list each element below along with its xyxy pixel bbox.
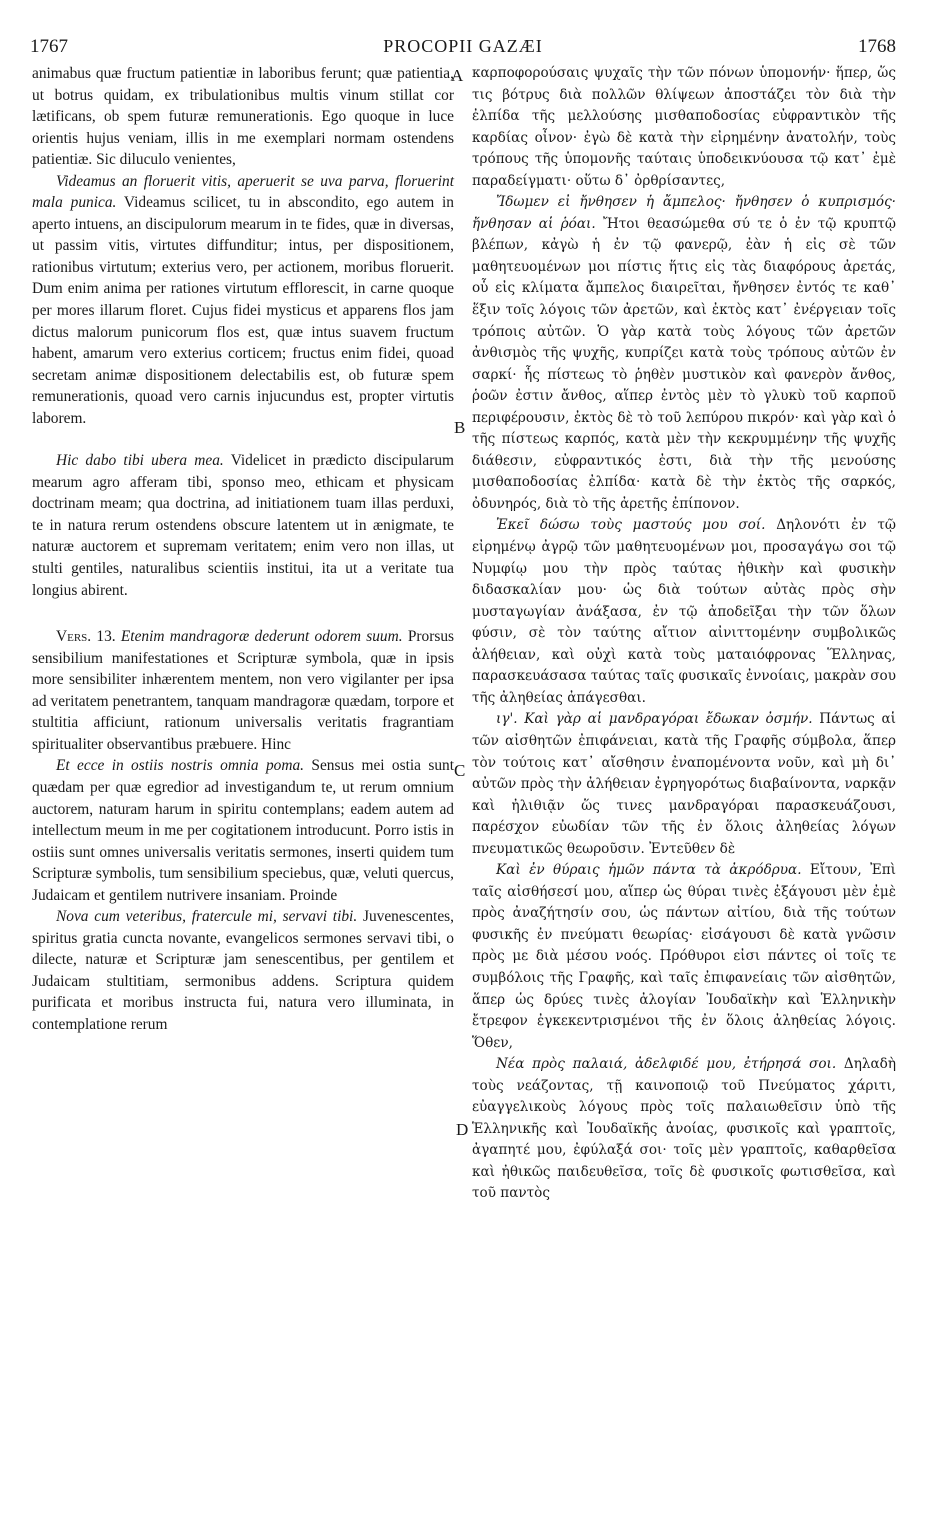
latin-paragraph <box>32 626 454 755</box>
margin-letter-b: B <box>454 418 466 437</box>
greek-commentary: Δηλονότι ἐν τῷ εἰρημένῳ ἀγρῷ τῶν μαθητευομένων μοι, προσαγάγω σοι τῷ Νυμφίῳ μου τὴν πρὸς ταύτας ἠθικὴν καὶ φυσικὴν διδασκαλίαν μου· ὡς διὰ τούτων αὐτὰς πρὸς σὴν μυσταγωγίαν ἀνάξασα, ἐν τῷ ἀποδεῖξαι τὴν τῶν ὅλων φύσιν, σὲ τὸν ταύτης αἴτιον αἰνιττομένην συμβολικῶς ἀλήθειαν, καὶ οὐχὶ κατὰ τοὺς ματαιόφρονας Ἕλληνας, παρασκευάσασα ταύτας ταῖς φυσικαῖς ἐννοίαις, μακρὰν σου τῆς ἀληθείας ἀπάγεσθαι. <box>472 517 896 706</box>
running-head: PROCOPII GAZÆI <box>383 36 543 56</box>
greek-commentary: Εἴτουν, Ἐπὶ ταῖς αἰσθήσεσί μου, αἵπερ ὡς θύραι τινὲς ἐξάγουσι μὲν ἐμὲ πρὸς ἀναζήτησίν σου, ὡς πάντων αἰτίου, διὰ τῆς τούτων φυσικῆς ἐν πνεύματι θεωρίας· εἰσάγουσι δὲ κατὰ γνῶσιν πρὸς με διὰ μέσου νοός. Πρόθυροι εἰσι πάντες οἱ τοῖς τε συμβόλοις τῆς Γραφῆς, καὶ ταῖς ἐπιφανείαις τῶν αἰσθητῶν, ἅπερ ὡς δρύες τινὲς ἀλογίαν Ἰουδαϊκὴν καὶ Ἑλληνικὴν ἔτρεφον ἐγκεκεντρισμένοι τῆς ἐν ὅλοις ἀληθείας λόγοις. Ὅθεν, <box>472 862 897 1051</box>
verse-number: Vers. 13. <box>56 628 116 646</box>
latin-commentary: Videamus scilicet, tu in abscondito, ego autem in aperto intuens, an discipulorum mearum in te fides, quæ in diversas, ut passim vitis, virtutes diffunditur; intus, per dispositionem, rationibus virtutum; exterius vero, per actionem, moribus floruerit. Dum enim anima per rationes virtutum efflorescit, in carne quoque per mores illarum floret. Cujus fidei mysticus et apparens flos jam dictus malorum punicorum flos est, quæ intus suavem fructum habent, amarum vero exterius corticem; fructus enim fidei, quoad secretam animæ dispositionem delectabilis est, ob futuræ spem remunerationis, quoad vero carnis injucundus est, propter virtutis laborem. <box>32 194 454 427</box>
latin-column <box>32 63 454 1036</box>
margin-letter-d: D <box>456 1120 469 1139</box>
greek-paragraph <box>472 709 896 860</box>
latin-commentary: Juvenescentes, spiritus gratia cuncta novante, evangelicos sermones servavi tibi, o dilecte, naturæ et Scripturæ jam senescentibus, per gentilem et Judaicam stultitiam, sermonibus addens. Scriptura quidem purificata et moribus instructa fui, natura vero illuminata, in contemplatione rerum <box>32 908 454 1033</box>
latin-commentary: Sensus mei ostia sunt quædam per quæ egredior ad investigandum te, ut rerum omnium auctorem, naturam harum in spiritu contemplans; eadem autem ad intellectum meum in me per cogitationem introducunt. Porro istis in ostiis sunt omnes universalis veritatis sermones, inserti quidem tum Scripturæ symbolis, tum sensibilium speciebus, quæ, veluti quercus, Judaicam et gentilem nutrivere insaniam. Proinde <box>32 757 455 904</box>
greek-paragraph <box>472 1054 896 1205</box>
greek-paragraph: καρποφορούσαις ψυχαῖς τὴν τῶν πόνων ὑπομονήν· ἥπερ, ὥς τις βότρυς διὰ πολλῶν θλίψεων ἀποστάζει τὸν διὰ τὴν ἐλπίδα τῆς μελλούσης μισθαποδοσίας εὐφραντικὸν τῆς καρδίας οἶνον· ἐγὼ δὲ κατὰ τὴν εἰρημένην ἀνατολήν, τοὺς τρόπους τῆς ὑπομονῆς ταύταις ὑποδεικνύουσα τῷ κατ᾽ ἐμὲ παραδείγματι· οὕτω δ᾽ ὀρθρίσαντες, <box>472 65 896 189</box>
latin-paragraph <box>32 450 454 601</box>
page-number-left: 1767 <box>30 36 68 57</box>
greek-lemma: Νέα πρὸς παλαιά, ἀδελφιδέ μου, ἐτήρησά σοι. <box>496 1056 837 1073</box>
greek-lemma: Ἴδωμεν εἰ ἤνθησεν ἡ ἄμπελος· ἤνθησεν ὁ κυπρισμός· ἤνθησαν αἱ ῥόαι. <box>472 194 896 232</box>
greek-column <box>472 63 896 1205</box>
latin-lemma: Etenim mandragoræ dederunt odorem suum. <box>115 628 403 646</box>
latin-paragraph <box>32 906 454 1035</box>
greek-paragraph <box>472 515 896 709</box>
latin-paragraph: animabus quæ fructum patientiæ in laboribus ferunt; quæ patientia, ut botrus quidam, ex tribulationibus multis vinum stillat cor lætificans, ob spem futuræ remunerationis. Ego quoque in luce orientis hujus veniam, illis in me exemplari normam ostendens patientiæ. Sic diluculo venientes, <box>32 65 454 169</box>
greek-paragraph <box>472 192 896 515</box>
greek-lemma: Καὶ ἐν θύραις ἡμῶν πάντα τὰ ἀκρόδρυα. <box>496 862 802 879</box>
latin-paragraph <box>32 755 454 906</box>
latin-lemma: Videamus an floruerit vitis, aperuerit se uva parva, floruerint mala punica. <box>32 172 454 212</box>
margin-letter-c: C <box>454 761 466 780</box>
greek-lemma: Ἐκεῖ δώσω τοὺς μαστούς μου σοί. <box>496 517 766 534</box>
latin-lemma: Hic dabo tibi ubera mea. <box>56 452 224 470</box>
greek-paragraph <box>472 860 896 1054</box>
greek-lemma: ιγ'. Καὶ γὰρ αἱ μανδραγόραι ἔδωκαν ὀσμήν. <box>496 711 813 728</box>
greek-commentary: Δηλαδὴ τοὺς νεάζοντας, τῇ καινοποιῷ τοῦ Πνεύματος χάριτι, εὐαγγελικοὺς λόγους πρὸς τοῖς παλαιωθεῖσιν ὑπὸ τῆς Ἑλληνικῆς καὶ Ἰουδαϊκῆς ἀνοίας, φυσικοῖς καὶ γραπτοῖς, ἀγαπητέ μου, ἐφύλαξά σοι· τοῖς μὲν γραπτοῖς, καθαρθεῖσα καὶ ἠθικῶς παιδευθεῖσα, τοῖς δὲ φυσικοῖς φωτισθεῖσα, καὶ τοῦ παντὸς <box>472 1056 896 1202</box>
greek-commentary: Ἤτοι θεασώμεθα σύ τε ὁ ἐν τῷ κρυπτῷ βλέπων, κἀγὼ ἡ ἐν τῷ φανερῷ, ἐὰν ἡ εἰς σὲ τῶν μαθητευομένων μοι πίστις ἥτις εἰς τὰς διαφόρους ἀρετάς, οὗ εἰς κλίματα ἄμπελος διαιρεῖται, ἤνθησεν ἐντός τε καθ᾽ ἕξιν τοῖς λόγοις τῶν ἀρετῶν, καὶ ἐκτὸς κατ᾽ ἐνέργειαν τοῖς τρόποις αὐτῶν. Ὁ γὰρ κατὰ τοὺς λόγους τῶν ἀρετῶν ἀνθισμὸς τῆς ψυχῆς, κυπρίζει κατὰ τοὺς τρόπους αὐτῶν ἐν σαρκί· ἧς πίστεως τὸ ῥηθὲν μυστικὸν καὶ φανερὸν ἄνθος, ῥοῶν ἐστιν ἄνθος, αἵπερ ἐντὸς μὲν τὸ γλυκὺ τοῦ καρποῦ περιφέρουσιν, ἐκτὸς δὲ τὸ τοῦ λεπύρου πικρόν· καὶ γὰρ καὶ ὁ τῆς πίστεως καρπός, κατὰ μὲν τὴν κεκρυμμένην τῆς ψυχῆς διάθεσιν, εὐφραντικός ἐστι, διὰ τὴν τῆς μενούσης μισθαποδοσίας ἐλπίδα· κατὰ δὲ τὴν ἐκτὸς τῆς σαρκός, ὀδυνηρός, διὰ τὸ τῆς ἀρετῆς ἐπίπονον. <box>472 215 896 512</box>
latin-commentary: Prorsus sensibilium manifestationes et Scripturæ symbola, quæ in ipsis more sensibiliter inhærentem mentem, non vero vigilanter per ipsa ad veritatem penetrantem, tanquam mandragoræ quædam, torpore et stultitia afficiunt, rationum universalis veritatis fragrantiam spiritualiter observantibus præbuere. Hinc <box>32 628 454 753</box>
page-header <box>30 36 896 62</box>
greek-commentary: Πάντως αἱ τῶν αἰσθητῶν ἐπιφάνειαι, κατὰ τῆς Γραφῆς σύμβολα, ἅπερ τὸν τούτοις κατ᾽ αἴσθησιν ἐναπομένοντα νοῦν, καὶ μὴ δι᾽ αὐτῶν πρὸς τὴν ἀλήθειαν ἐγρηγορότως διαβαίνοντα, ναρκᾷν καὶ ἠλιθιᾷν ὥς τινες μανδραγόραι παρασκευάζουσι, παρέσχον εὐωδίαν τῶν τῆς ἐν ὅλοις ἀληθείας λόγων πνευματικῶς θεωροῦσιν. Ἐντεῦθεν δὲ <box>472 711 897 857</box>
latin-commentary: Videlicet in prædicto discipularum mearum agro afferam tibi, sponso meo, ethicam et physicam doctrinam meam; qua doctrina, ad initiationem tuam illas perduxi, te in natura rerum ostendens obscure latentem ut in ænigmate, te naturæ auctorem et supremam veritatem; enim vero non illas, ut stulti gentiles, naturalibus scientiis institui, ita ut a veritate tua longius abirent. <box>32 452 454 599</box>
margin-letter-a: A <box>451 66 464 85</box>
latin-paragraph <box>32 171 454 430</box>
latin-lemma: Nova cum veteribus, fratercule mi, servavi tibi. <box>56 908 358 926</box>
page-number-right: 1768 <box>858 36 896 57</box>
latin-lemma: Et ecce in ostiis nostris omnia poma. <box>56 757 305 775</box>
